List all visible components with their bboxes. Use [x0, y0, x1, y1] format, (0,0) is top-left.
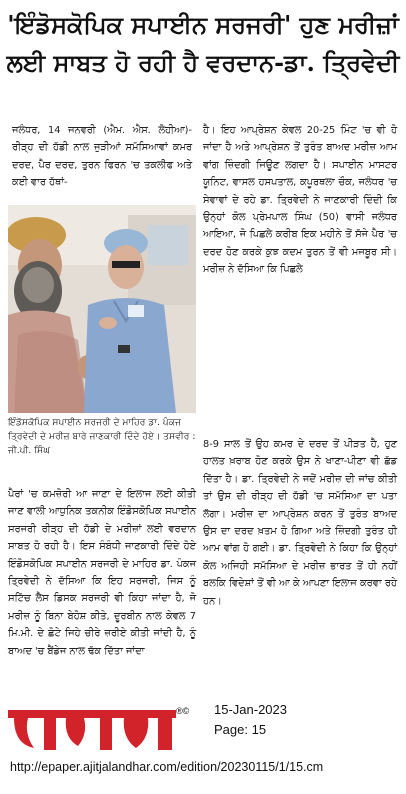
- edition-date: 15-Jan-2023: [214, 702, 287, 717]
- page-number: Page: 15: [214, 722, 267, 737]
- article-body-column-left-top: ਜਲੰਧਰ, 14 ਜਨਵਰੀ (ਐਮ. ਐਸ. ਲੋਹੀਆ)- ਰੀੜ੍ਹ ਦੀ ਹੱਡੀ ਨਾਲ ਜੁੜੀਆਂ ਸਮੱਸਿਆਵਾਂ ਕਮਰ ਦਰਦ, ਪੈਰ ਦਰਦ, ਤੁਰਨ ਫਿਰਨ 'ਚ ਤਕਲੀਫ ਅਤੇ ਕਈ ਵਾਰ ਹੱਥਾਂ-: [12, 125, 192, 189]
- photo-caption: ਇੰਡੋਸਕੋਪਿਕ ਸਪਾਈਨ ਸਰਜਰੀ ਦੇ ਮਾਹਿਰ ਡਾ. ਪੰਕਜ ਤ੍ਰਿਵੇਦੀ ਦੇ ਮਰੀਜ਼ ਬਾਰੇ ਜਾਣਕਾਰੀ ਦਿੰਦੇ ਹੋਏ। ਤਸਵੀਰ : ਜੀ.ਪੀ. ਸਿੰਘ: [8, 417, 196, 456]
- article-headline: 'ਇੰਡੋਸਕੋਪਿਕ ਸਪਾਈਨ ਸਰਜਰੀ' ਹੁਣ ਮਰੀਜ਼ਾਂ ਲਈ ਸਾਬਤ ਹੋ ਰਹੀ ਹੈ ਵਰਦਾਨ-ਡਾ. ਤ੍ਰਿਵੇਦੀ: [6, 10, 400, 77]
- article-photo: [8, 205, 196, 413]
- epaper-url[interactable]: http://epaper.ajitjalandhar.com/edition/20230115/1/15.cm: [10, 760, 324, 774]
- article-body-column-left-bottom: ਪੈਰਾਂ 'ਚ ਕਮਜ਼ੋਰੀ ਆ ਜਾਣਾ ਦੇ ਇਲਾਜ ਲਈ ਕੀਤੀ ਜਾਣ ਵਾਲੀ ਆਧੁਨਿਕ ਤਕਨੀਕ ਇੰਡੋਸਕੋਪਿਕ ਸਪਾਈਨ ਸਰਜਰੀ ਰੀੜ੍ਹ ਦੀ ਹੱਡੀ ਦੇ ਮਰੀਜ਼ਾਂ ਲਈ ਵਰਦਾਨ ਸਾਬਤ ਹੋ ਰਹੀ ਹੈ। ਇਸ ਸੰਬੰਧੀ ਜਾਣਕਾਰੀ ਦਿੰਦੇ ਹੋਏ ਇੰਡੋਸਕੋਪਿਕ ਸਪਾਈਨ ਸਰਜਰੀ ਦੇ ਮਾਹਿਰ ਡਾ. ਪੰਕਜ ਤ੍ਰਿਵੇਦੀ ਨੇ ਦੱਸਿਆ ਕਿ ਇਹ ਸਰਜਰੀ, ਜਿਸ ਨੂੰ ਸਟਿੱਚ ਲੈਸ ਡਿਸਕ ਸਰਜਰੀ ਵੀ ਕਿਹਾ ਜਾਂਦਾ ਹੈ, ਜੋ ਮਰੀਜ਼ ਨੂੰ ਬਿਨਾ ਬੇਹੋਸ਼ ਕੀਤੇ, ਦੂਰਬੀਨ ਨਾਲ ਕੇਵਲ 7 ਮਿ.ਮੀ. ਦੇ ਛੋਟੇ ਜਿਹੇ ਚੀਰੇ ਜ਼ਰੀਏ ਕੀਤੀ ਜਾਂਦੀ ਹੈ, ਨੂੰ ਬਾਅਦ 'ਚ ਬੈਂਡੇਜ ਨਾਲ ਢੱਕ ਦਿੱਤਾ ਜਾਂਦਾ: [8, 489, 196, 657]
- article-body-column-right-bottom: 8-9 ਸਾਲ ਤੋਂ ਉਹ ਕਮਰ ਦੇ ਦਰਦ ਤੋਂ ਪੀੜਤ ਹੈ, ਹੁਣ ਹਾਲਤ ਖ਼ਰਾਬ ਹੋਣ ਕਰਕੇ ਉਸ ਨੇ ਖਾਣਾ-ਪੀਣਾ ਵੀ ਛੱਡ ਦਿੱਤਾ ਹੈ। ਡਾ. ਤ੍ਰਿਵੇਦੀ ਨੇ ਜਦੋਂ ਮਰੀਜ਼ ਦੀ ਜਾਂਚ ਕੀਤੀ ਤਾਂ ਉਸ ਦੀ ਰੀੜ੍ਹ ਦੀ ਹੱਡੀ 'ਚ ਸਮੱਸਿਆ ਦਾ ਪਤਾ ਲੱਗਾ। ਮਰੀਜ਼ ਦਾ ਆਪ੍ਰੇਸ਼ਨ ਕਰਨ ਤੋਂ ਤੁਰੰਤ ਬਾਅਦ ਉਸ ਦਾ ਦਰਦ ਖ਼ਤਮ ਹੋ ਗਿਆ ਅਤੇ ਜ਼ਿੰਦਗੀ ਤੁਰੰਤ ਹੀ ਆਮ ਵਾਂਗ ਹੋ ਗਈ। ਡਾ. ਤ੍ਰਿਵੇਦੀ ਨੇ ਕਿਹਾ ਕਿ ਉਨ੍ਹਾਂ ਕੋਲ ਅਜਿਹੀ ਸਮੱਸਿਆ ਦੇ ਮਰੀਜ਼ ਭਾਰਤ ਤੋਂ ਹੀ ਨਹੀਂ ਬਲਕਿ ਵਿਦੇਸ਼ਾਂ ਤੋਂ ਵੀ ਆ ਕੇ ਆਪਣਾ ਇਲਾਜ ਕਰਵਾ ਰਹੇ ਹਨ।: [203, 439, 397, 607]
- article-body-column-right: ਹੈ। ਇਹ ਆਪ੍ਰੇਸ਼ਨ ਕੇਵਲ 20-25 ਮਿੰਟ 'ਚ ਵੀ ਹੋ ਜਾਂਦਾ ਹੈ ਅਤੇ ਆਪ੍ਰੇਸ਼ਨ ਤੋਂ ਤੁਰੰਤ ਬਾਅਦ ਮਰੀਜ਼ ਆਮ ਵਾਂਗ ਜ਼ਿੰਦਗੀ ਜਿਊਣ ਲਗਦਾ ਹੈ। ਸਪਾਈਨ ਮਾਸਟਰ ਯੂਨਿਟ, ਵਾਸਲ ਹਸਪਤਾਲ, ਕਪੂਰਥਲਾ ਚੌਕ, ਜਲੰਧਰ 'ਚ ਸੇਵਾਵਾਂ ਦੇ ਰਹੇ ਡਾ. ਤ੍ਰਿਵੇਦੀ ਨੇ ਜਾਣਕਾਰੀ ਦਿੰਦੀ ਕਿ ਉਨ੍ਹਾਂ ਕੋਲ ਪ੍ਰੇਮਪਾਲ ਸਿੰਘ (50) ਵਾਸੀ ਜਲੰਧਰ ਆਇਆ, ਜੋ ਪਿਛਲੇ ਕਰੀਬ ਇਕ ਮਹੀਨੇ ਤੋਂ ਸੱਜੇ ਪੈਰ 'ਚ ਦਰਦ ਹੋਣ ਕਰਕੇ ਕੁਝ ਕਦਮ ਤੁਰਨ ਤੋਂ ਵੀ ਮਜਬੂਰ ਸੀ। ਮਰੀਜ਼ ਨੇ ਦੱਸਿਆ ਕਿ ਪਿਛਲੇ: [203, 125, 397, 276]
- newspaper-logo: [4, 704, 192, 758]
- registered-mark: ®©: [176, 706, 190, 716]
